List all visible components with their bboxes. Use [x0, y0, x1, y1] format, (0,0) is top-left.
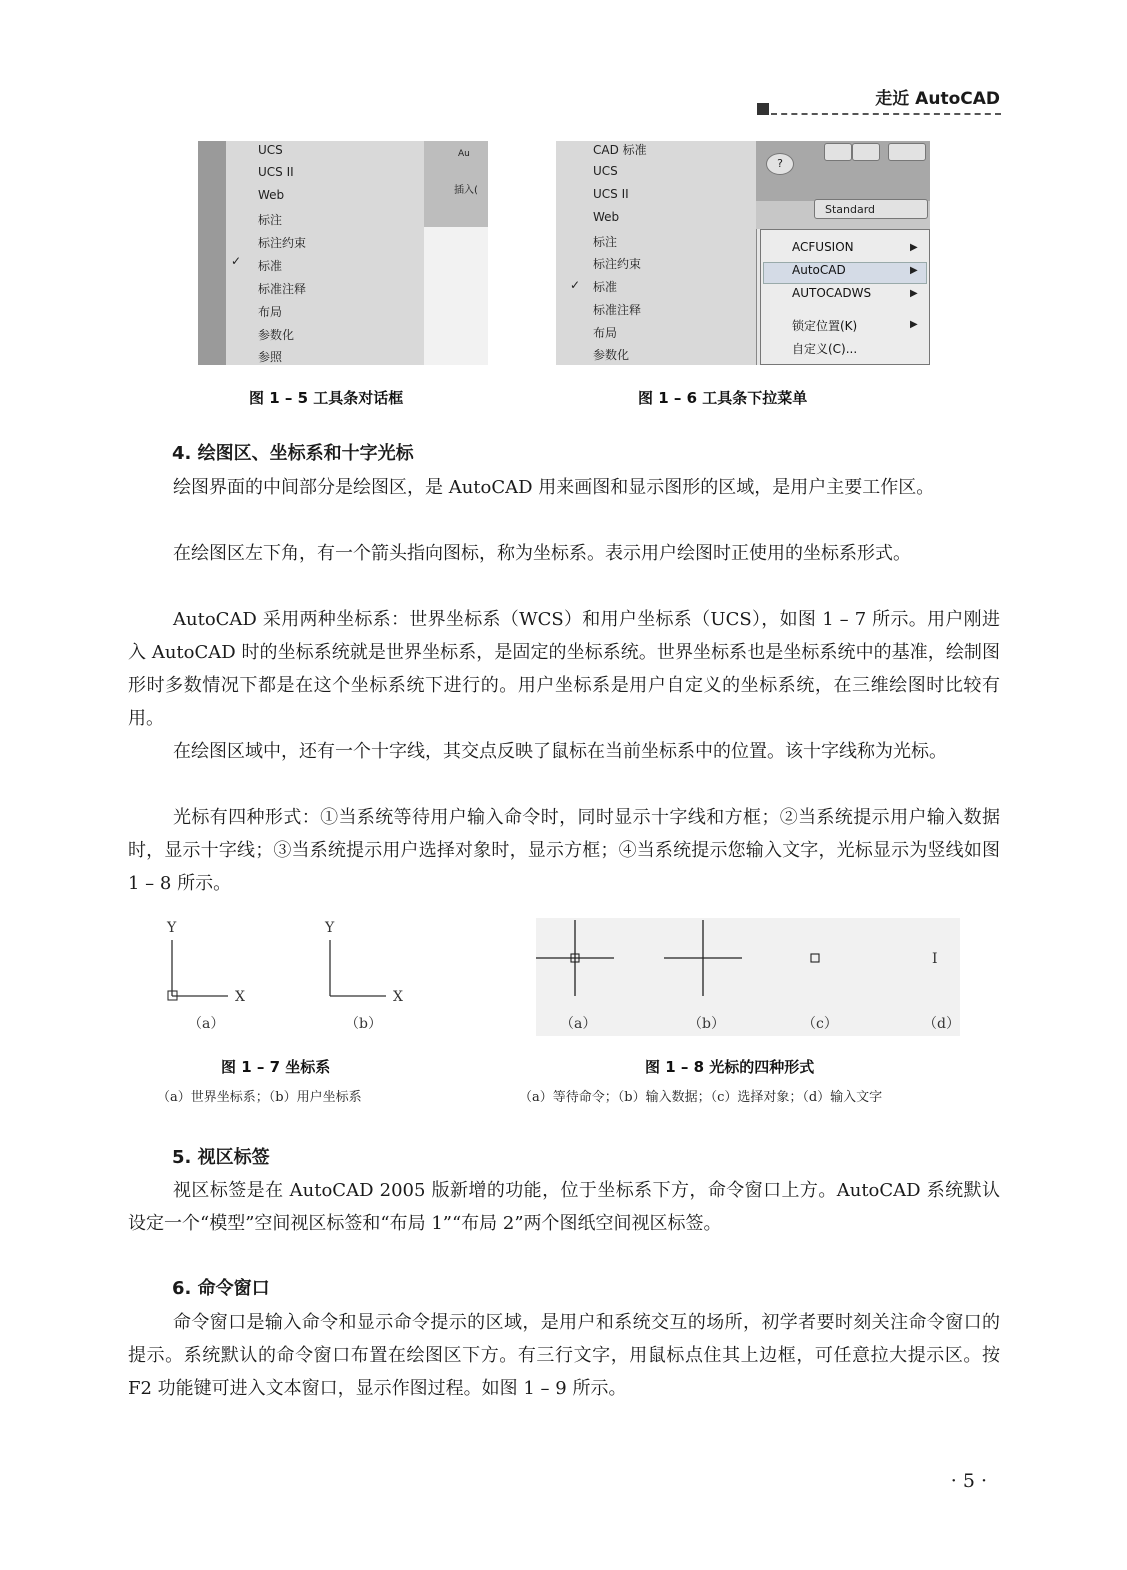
cursor-d-ibeam: I [932, 951, 938, 967]
menu-item[interactable]: UCS II [593, 187, 629, 201]
submenu-arrow-icon: ▶ [910, 242, 918, 253]
figure-1-7-subcaption: （a）世界坐标系；（b）用户坐标系 [157, 1090, 362, 1105]
figure-1-7-diagram [140, 912, 440, 1042]
paragraph: 在绘图区域中，还有一个十字线，其交点反映了鼠标在当前坐标系中的位置。该十字线称为光标。 [173, 741, 947, 762]
help-button[interactable]: ? [766, 153, 794, 175]
toolbar-insert-fragment: 插入( [454, 185, 478, 196]
figure-1-5-screenshot [198, 141, 488, 365]
paragraph: 命令窗口是输入命令和显示命令提示的区域，是用户和系统交互的场所，初学者要时刻关注命令窗口的提示。系统默认的命令窗口布置在绘图区下方。有三行文字，用鼠标点住其上边框，可任意拉大提示区。按 F2 功能键可进入文本窗口，显示作图过程。如图 1 – 9 所示。 [128, 1312, 1000, 1399]
menu-item[interactable]: UCS [593, 164, 618, 178]
menu-item[interactable]: 标注 [258, 213, 283, 227]
menu-item[interactable]: CAD 标准 [593, 143, 647, 157]
search-fragment: Au [458, 149, 470, 159]
page-number: · 5 · [950, 1470, 987, 1492]
menu-item[interactable]: 标注 [593, 235, 618, 249]
menu-item[interactable]: 标注约束 [258, 236, 307, 250]
figure-1-8-subcaption: （a）等待命令；（b）输入数据；（c）选择对象；（d）输入文字 [519, 1090, 883, 1105]
check-mark-icon: ✓ [231, 254, 242, 268]
submenu-arrow-icon: ▶ [910, 265, 918, 276]
menu-item[interactable]: Web [258, 188, 285, 202]
check-mark-icon: ✓ [570, 278, 581, 292]
paragraph: 绘图界面的中间部分是绘图区，是 AutoCAD 用来画图和显示图形的区域，是用户主要工作区。 [173, 477, 935, 498]
menu-item[interactable]: 参照 [258, 350, 283, 364]
menu-item[interactable]: 布局 [593, 326, 618, 340]
label-a: （a） [188, 1016, 225, 1032]
minimize-button[interactable] [824, 143, 852, 161]
section-5-heading: 5. 视区标签 [172, 1147, 270, 1168]
menu-item[interactable]: 标准注释 [593, 303, 642, 317]
paragraph: AutoCAD 采用两种坐标系：世界坐标系（WCS）和用户坐标系（UCS），如图 1 – 7 所示。用户刚进入 AutoCAD 时的坐标系统就是世界坐标系，是固定的坐标系统。世界坐标系也是坐标系统中的基准，绘制图形时多数情况下都是在这个坐标系统下进行的。用户坐标系是用户自定义的坐标系统，在三维绘图时比较有用。 [128, 609, 1000, 729]
submenu-item[interactable]: AutoCAD [792, 263, 846, 277]
running-header-title: 走近 AutoCAD [875, 89, 1000, 109]
figure-1-8-caption: 图 1 – 8 光标的四种形式 [645, 1058, 815, 1076]
restore-button[interactable] [852, 143, 880, 161]
figure-1-6-caption: 图 1 – 6 工具条下拉菜单 [638, 389, 808, 407]
menu-item[interactable]: 标准注释 [258, 282, 307, 296]
figure-1-8-diagram [536, 918, 960, 1036]
section-4-heading: 4. 绘图区、坐标系和十字光标 [172, 443, 414, 464]
ucs-y-label: Y [325, 920, 335, 936]
figure-1-5-caption: 图 1 – 5 工具条对话框 [249, 389, 404, 407]
menu-item[interactable]: Web [593, 210, 620, 224]
submenu-item[interactable]: ACFUSION [792, 240, 854, 254]
menu-item[interactable]: 标准 [258, 259, 283, 273]
label-c: （c） [802, 1016, 838, 1032]
menu-item[interactable]: 标注约束 [593, 257, 642, 271]
label-d: （d） [923, 1016, 960, 1032]
figure-1-7-caption: 图 1 – 7 坐标系 [221, 1058, 331, 1076]
label-a: （a） [560, 1016, 597, 1032]
submenu-arrow-icon: ▶ [910, 288, 918, 299]
menu-item[interactable]: 参数化 [258, 328, 295, 342]
close-button[interactable] [888, 143, 926, 161]
label-b: （b） [688, 1016, 725, 1032]
menu-item[interactable]: UCS II [258, 165, 294, 179]
submenu-arrow-icon: ▶ [910, 319, 918, 330]
ucs-x-label: X [393, 989, 403, 1005]
style-dropdown[interactable]: Standard [814, 199, 928, 219]
submenu-item[interactable]: 锁定位置(K) [792, 319, 858, 333]
wcs-x-label: X [235, 989, 245, 1005]
menu-item[interactable]: 标准 [593, 280, 618, 294]
menu-item[interactable]: UCS [258, 143, 283, 157]
label-b: （b） [345, 1016, 382, 1032]
menu-item[interactable]: 布局 [258, 305, 283, 319]
header-rule [757, 103, 1001, 115]
section-6-heading: 6. 命令窗口 [172, 1278, 270, 1299]
submenu-item[interactable]: AUTOCADWS [792, 286, 872, 300]
paragraph: 在绘图区左下角，有一个箭头指向图标，称为坐标系。表示用户绘图时正使用的坐标系形式。 [173, 543, 911, 564]
submenu-item[interactable]: 自定义(C)... [792, 342, 858, 356]
wcs-y-label: Y [167, 920, 177, 936]
paragraph: 视区标签是在 AutoCAD 2005 版新增的功能，位于坐标系下方，命令窗口上方。AutoCAD 系统默认设定一个“模型”空间视区标签和“布局 1”“布局 2”两个图纸空间视区标签。 [128, 1180, 1000, 1234]
menu-item[interactable]: 参数化 [593, 348, 630, 362]
paragraph: 光标有四种形式：①当系统等待用户输入命令时，同时显示十字线和方框；②当系统提示用户输入数据时，显示十字线；③当系统提示用户选择对象时，显示方框；④当系统提示您输入文字，光标显示为竖线如图 1 – 8 所示。 [128, 807, 1000, 894]
